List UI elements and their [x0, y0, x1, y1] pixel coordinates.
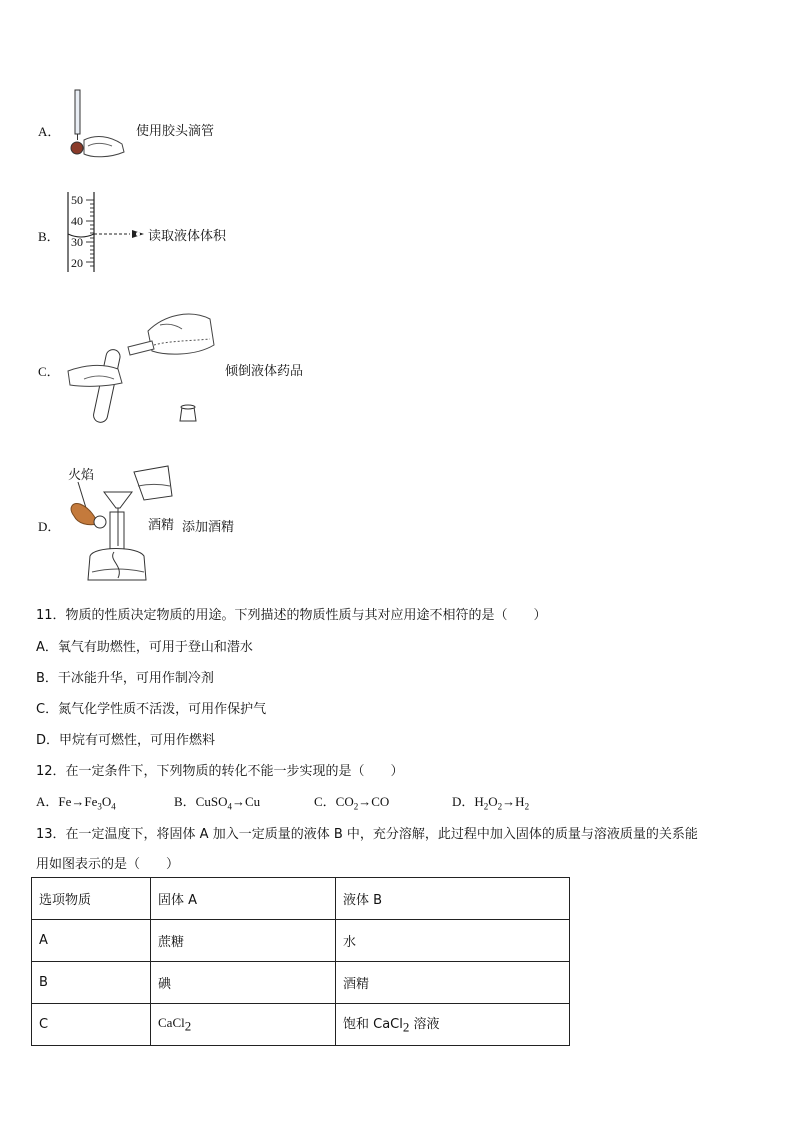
option-a-caption: 使用胶头滴管: [136, 124, 215, 139]
q13-table: [31, 877, 570, 1046]
option-b-caption: 读取液体体积: [148, 229, 227, 244]
table-cell: B: [32, 962, 151, 1004]
option-d-letter: D．: [38, 519, 61, 534]
q13-stem-line2: 用如图表示的是（ ）: [36, 857, 180, 872]
q11-stem: 11．物质的性质决定物质的用途。下列描述的物质性质与其对应用途不相符的是（ ）: [36, 608, 547, 623]
q11-choice-b: B．干冰能升华，可用作制冷剂: [36, 671, 214, 686]
q11-choice-d: D．甲烷有可燃性，可用作燃料: [36, 733, 216, 748]
option-b-letter: B．: [38, 229, 60, 244]
table-cell: 饱和 CaCl$_2$ 溶液: [336, 1004, 570, 1046]
pouring-liquid-illustration: [64, 295, 224, 427]
table-header-cell: 液体 B: [336, 878, 570, 920]
scale-label-30: 30: [71, 235, 83, 249]
table-header-row: [32, 878, 570, 920]
q12-choice-d: D．$H_2O_2\to H_2$: [452, 794, 530, 812]
q12-stem: 12．在一定条件下，下列物质的转化不能一步实现的是（ ）: [36, 764, 404, 779]
option-c-caption: 倾倒液体药品: [225, 364, 304, 379]
q13-stem-line1: 13．在一定温度下，将固体 A 加入一定质量的液体 B 中，充分溶解，此过程中加入固体的质量与溶液质量的关系能: [36, 827, 698, 842]
q11-choice-a: A．氧气有助燃性，可用于登山和潜水: [36, 640, 253, 655]
table-cell: CaCl$_2$: [151, 1004, 336, 1046]
table-cell: A: [32, 920, 151, 962]
alcohol-label: 酒精: [148, 518, 175, 533]
option-d-caption: 添加酒精: [182, 520, 235, 535]
table-header-cell: 固体 A: [151, 878, 336, 920]
table-row: [32, 1004, 570, 1046]
table-cell: 蔗糖: [151, 920, 336, 962]
q11-choice-c: C．氮气化学性质不活泼，可用作保护气: [36, 702, 267, 717]
option-c-letter: C．: [38, 364, 60, 379]
table-cell: C: [32, 1004, 151, 1046]
scale-label-20: 20: [71, 256, 83, 270]
table-cell: 碘: [151, 962, 336, 1004]
option-a-letter: A．: [38, 124, 61, 139]
scale-label-40: 40: [71, 214, 83, 228]
q12-choice-b: B．CuSO$_4$→Cu: [174, 794, 261, 812]
flame-label: 火焰: [68, 468, 95, 483]
table-header-cell: 选项物质: [32, 878, 151, 920]
dropper-illustration: [66, 88, 128, 160]
q12-choice-c: C．$CO_2\to CO$: [314, 794, 390, 812]
q12-choice-a: A．$Fe\to Fe_3O_4$: [36, 794, 116, 812]
table-row: [32, 962, 570, 1004]
table-cell: 酒精: [336, 962, 570, 1004]
table-cell: 水: [336, 920, 570, 962]
scale-label-50: 50: [71, 193, 83, 207]
table-row: [32, 920, 570, 962]
